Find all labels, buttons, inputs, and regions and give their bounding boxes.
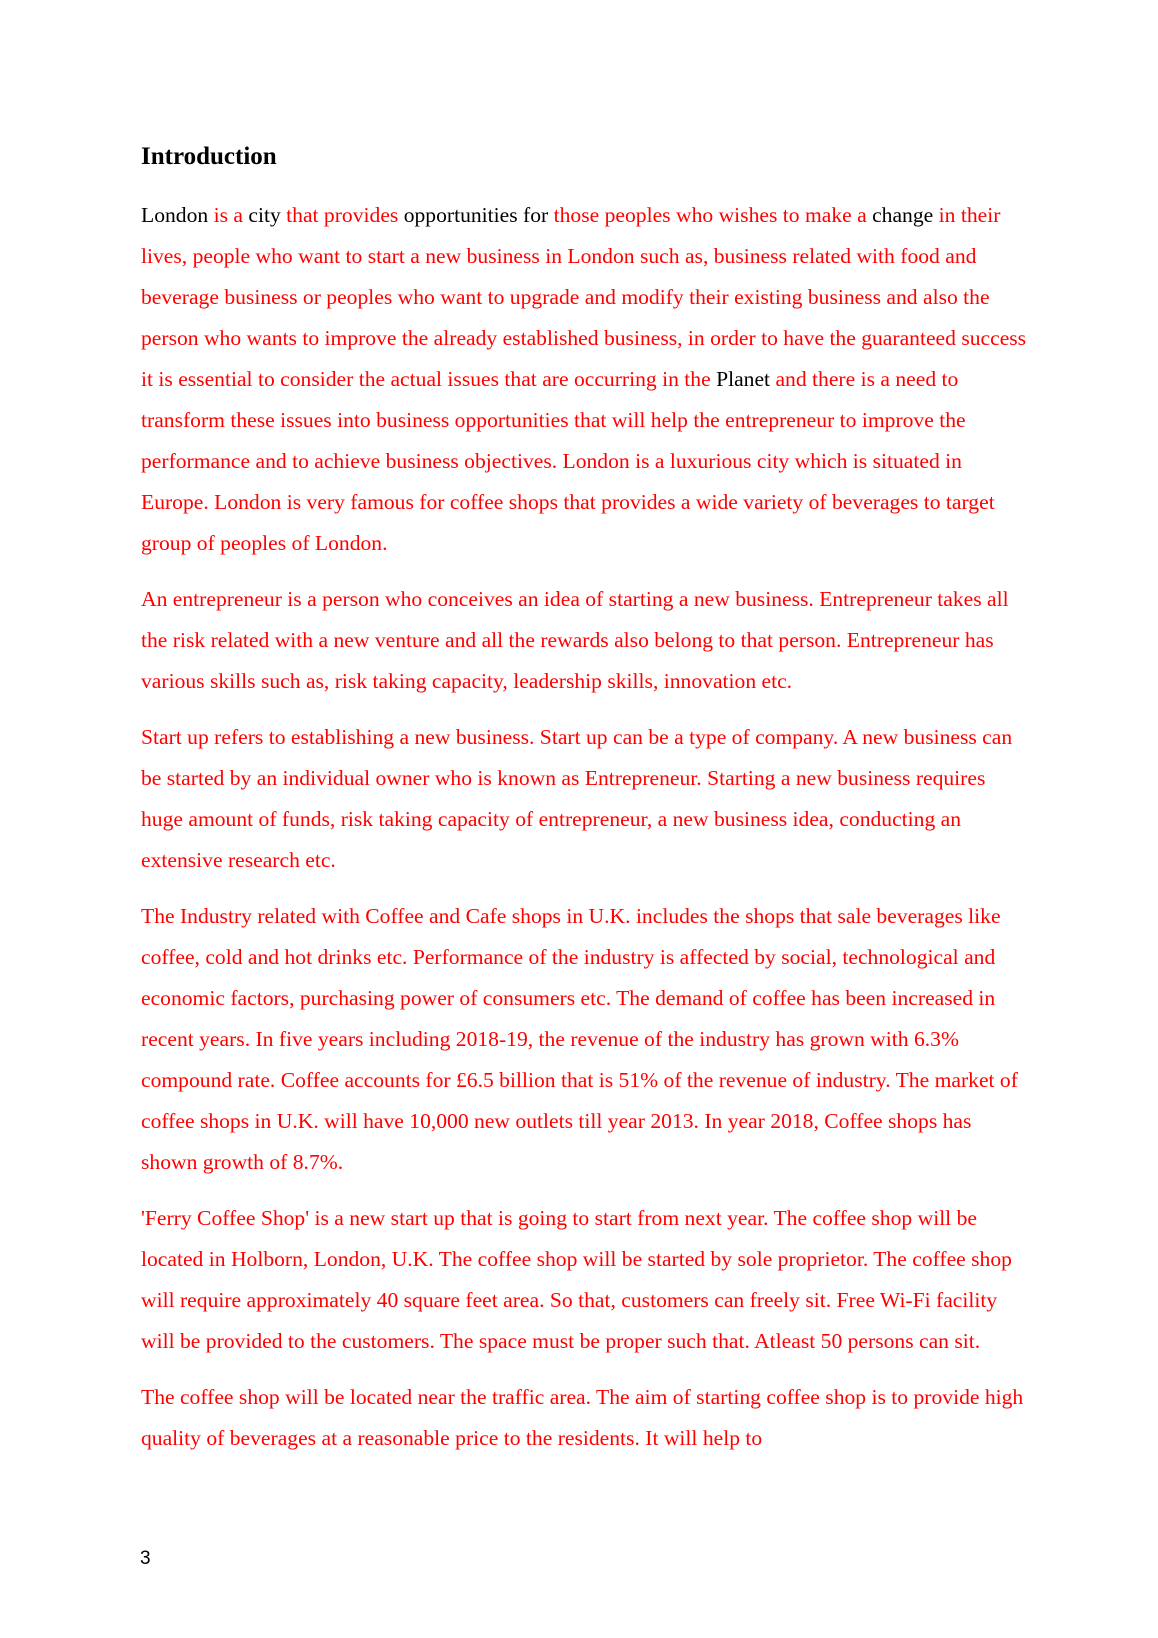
text-run: Start up refers to establishing a new business. Start up can be a type of company. A new business can be started by an individual owner who is known as Entrepreneur. Starting a new business requires huge amount of funds, risk taking capacity of entrepreneur, a new business idea, conducting an extensive research etc.: [141, 725, 1013, 872]
body-paragraph: [141, 1377, 1031, 1459]
text-run: The coffee shop will be located near the traffic area. The aim of starting coffee shop is to provide high quality of beverages at a reasonable price to the residents. It will help to: [141, 1385, 1024, 1450]
body-paragraph: [141, 1198, 1031, 1362]
text-run: The Industry related with Coffee and Cafe shops in U.K. includes the shops that sale beverages like coffee, cold and hot drinks etc. Performance of the industry is affected by social, technological and economic factors, purchasing power of consumers etc. The demand of coffee has been increased in recent years. In five years including 2018-19, the revenue of the industry has grown with 6.3% compound rate. Coffee accounts for £6.5 billion that is 51% of the revenue of industry. The market of coffee shops in U.K. will have 10,000 new outlets till year 2013. In year 2018, Coffee shops has shown growth of 8.7%.: [141, 904, 1018, 1174]
text-run: change: [872, 203, 934, 227]
text-run: opportunities for: [403, 203, 554, 227]
text-run: that provides: [286, 203, 404, 227]
text-run: in their lives, people who want to start a new business in London such as, business related with food and beverage business or peoples who want to upgrade and modify their existing business and also the person who wants to improve the already established business, in order to have the guaranteed success it is essential to consider the actual issues that are occurring in the: [141, 203, 1027, 391]
text-run: Planet: [716, 367, 771, 391]
section-heading: Introduction: [141, 143, 277, 170]
text-run: those peoples who wishes to make a: [553, 203, 873, 227]
text-run: is a: [213, 203, 249, 227]
body-paragraph: [141, 717, 1031, 881]
text-run: London: [141, 203, 214, 227]
text-run: 'Ferry Coffee Shop' is a new start up that is going to start from next year. The coffee shop will be located in Holborn, London, U.K. The coffee shop will be started by sole proprietor. The coffee shop will require approximately 40 square feet area. So that, customers can freely sit. Free Wi-Fi facility will be provided to the customers. The space must be proper such that. Atleast 50 persons can sit.: [141, 1206, 1012, 1353]
text-run: city: [248, 203, 287, 227]
body-paragraph: [141, 195, 1031, 564]
body-paragraph: [141, 579, 1031, 702]
body-paragraph: [141, 896, 1031, 1183]
paragraph-list: [141, 195, 1031, 1459]
text-run: and there is a need to transform these issues into business opportunities that will help the entrepreneur to improve the performance and to achieve business objectives. London is a luxurious city which is situated in Europe. London is very famous for coffee shops that provides a wide variety of beverages to target group of peoples of London.: [141, 367, 995, 555]
text-run: An entrepreneur is a person who conceives an idea of starting a new business. Entrepreneur takes all the risk related with a new venture and all the rewards also belong to that person. Entrepreneur has various skills such as, risk taking capacity, leadership skills, innovation etc.: [141, 587, 1009, 693]
page-content: [141, 134, 1031, 1474]
page-number: 3: [140, 1548, 151, 1569]
